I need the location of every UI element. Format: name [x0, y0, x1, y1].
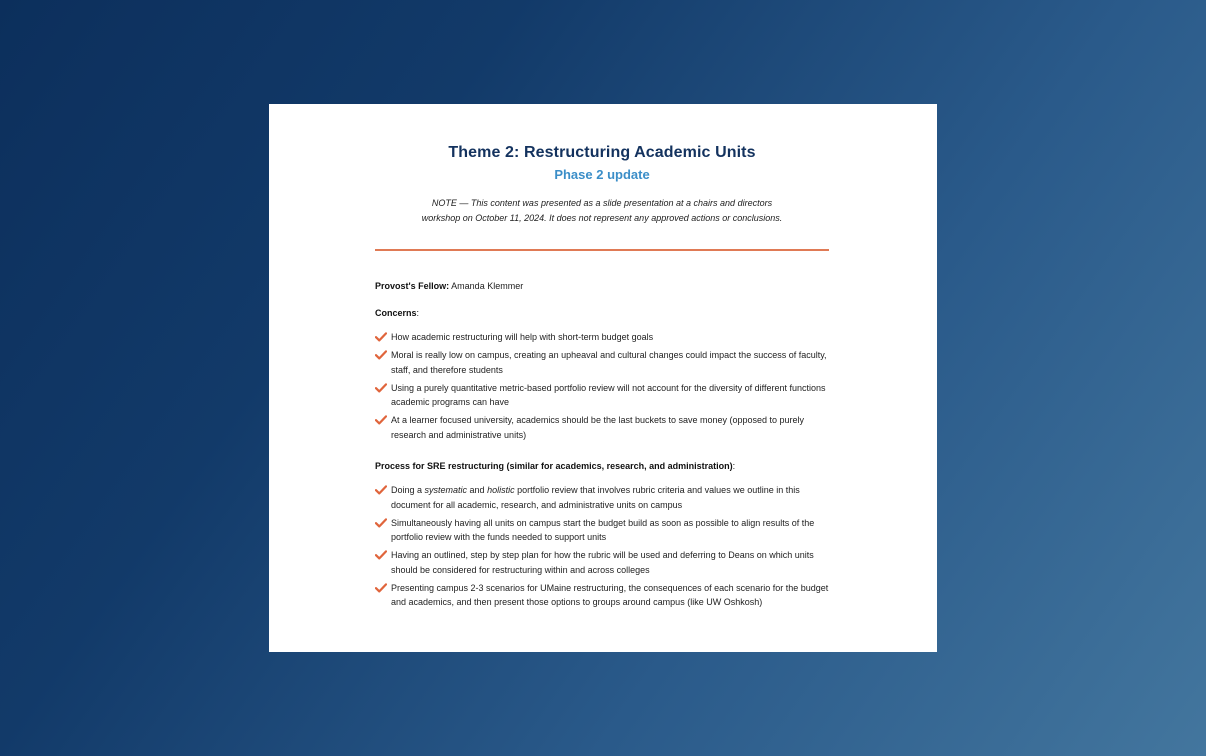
checkmark-icon [375, 550, 387, 560]
text-fragment: Doing a [391, 485, 425, 495]
list-item [375, 330, 835, 345]
disclaimer-note [375, 196, 829, 226]
document-page [269, 104, 937, 652]
checkmark-icon [375, 332, 387, 342]
concerns-heading [375, 308, 419, 318]
checkmark-icon [375, 485, 387, 495]
fellow-name: Amanda Klemmer [451, 281, 524, 291]
provost-fellow [375, 281, 523, 291]
emphasis-systematic: systematic [424, 485, 468, 495]
process-heading-text: Process for SRE restructuring (similar for academics, research, and administration) [375, 461, 733, 471]
process-list [375, 483, 835, 613]
list-item [375, 483, 835, 512]
concerns-heading-text: Concerns [375, 308, 417, 318]
list-item-text: How academic restructuring will help with short-term budget goals [391, 332, 654, 342]
list-item [375, 413, 835, 442]
list-item [375, 348, 835, 377]
process-heading-colon: : [732, 461, 736, 471]
text-fragment: and [467, 485, 488, 495]
list-item-text: Having an outlined, step by step plan for how the rubric will be used and deferring to Deans on which units should be considered for restructuring within and across colleges [391, 550, 814, 575]
list-item [375, 516, 835, 545]
concerns-list [375, 330, 835, 446]
list-item-text: Simultaneously having all units on campus start the budget build as soon as possible to align results of the portfolio review with the funds needed to support units [391, 517, 815, 542]
list-item [375, 548, 835, 577]
checkmark-icon [375, 350, 387, 360]
checkmark-icon [375, 415, 387, 425]
list-item [375, 381, 835, 410]
checkmark-icon [375, 583, 387, 593]
list-item-text: Moral is really low on campus, creating an upheaval and cultural changes could impact the success of faculty, staff, and therefore students [391, 350, 827, 375]
concerns-heading-colon: : [416, 308, 420, 318]
list-item-text [391, 485, 800, 510]
checkmark-icon [375, 383, 387, 393]
note-line-2: workshop on October 11, 2024. It does not represent any approved actions or conclusions. [421, 213, 783, 223]
process-heading [375, 461, 735, 471]
list-item-text: Presenting campus 2-3 scenarios for UMaine restructuring, the consequences of each scenario for the budget and academics, and then present those options to groups around campus (like UW Oshkosh) [391, 582, 829, 607]
page-subtitle: Phase 2 update [554, 167, 650, 182]
emphasis-holistic: holistic [487, 485, 515, 495]
page-title: Theme 2: Restructuring Academic Units [448, 144, 756, 161]
list-item [375, 581, 835, 610]
list-item-text: At a learner focused university, academics should be the last buckets to save money (opposed to purely research and administrative units) [391, 415, 805, 440]
checkmark-icon [375, 518, 387, 528]
list-item-text: Using a purely quantitative metric-based portfolio review will not account for the diversity of different functions academic programs can have [391, 382, 826, 407]
fellow-label: Provost's Fellow: [375, 281, 450, 291]
text-fragment: portfolio review that involves rubric criteria and values we outline in this document for all academic, research, and administrative units on campus [391, 485, 800, 510]
note-line-1: NOTE — This content was presented as a slide presentation at a chairs and directors [431, 198, 773, 208]
divider [375, 249, 829, 251]
